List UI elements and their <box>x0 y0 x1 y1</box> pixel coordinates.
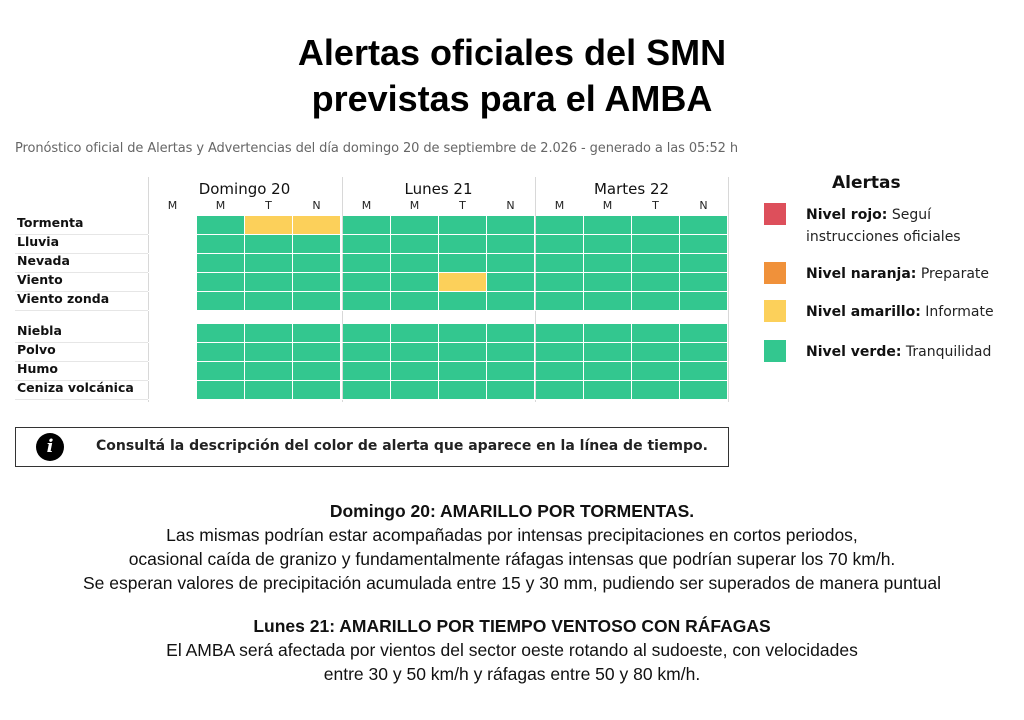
title-line-2: previstas para el AMBA <box>311 78 713 119</box>
description-line: Las mismas podrían estar acompañadas por intensas precipitaciones en cortos periodos, <box>166 525 858 545</box>
alert-cell-verde <box>197 292 244 310</box>
alert-cell-verde <box>245 292 292 310</box>
alert-cell-verde <box>584 235 631 253</box>
alert-cell-verde <box>536 362 583 380</box>
alert-cell-verde <box>584 362 631 380</box>
legend-item <box>764 262 1014 286</box>
legend-level-text: Seguí instrucciones oficiales <box>806 207 961 245</box>
alert-cell-verde <box>487 292 534 310</box>
row-label: Lluvia <box>17 234 60 249</box>
row-divider <box>15 310 148 311</box>
alert-cell-verde <box>197 273 244 291</box>
alert-cell-verde <box>632 362 679 380</box>
alert-cell-verde <box>487 343 534 361</box>
day-header: Lunes 21 <box>404 180 473 198</box>
period-label: M <box>602 199 613 212</box>
legend-item <box>764 203 1014 249</box>
alert-cell-verde <box>343 273 390 291</box>
alert-cell-verde <box>584 216 631 234</box>
legend-level-text: Preparate <box>920 266 990 282</box>
info-text: Consultá la descripción del color de alerta que aparece en la línea de tiempo. <box>96 438 708 454</box>
alert-cell-verde <box>584 254 631 272</box>
legend-level-name: Nivel naranja: <box>806 266 917 282</box>
alert-cell-verde <box>487 273 534 291</box>
alert-timeline-grid <box>15 177 730 402</box>
alert-cell-verde <box>293 292 340 310</box>
row-gap <box>148 342 728 343</box>
alert-cell-verde <box>680 273 727 291</box>
legend-swatch <box>764 300 786 322</box>
alert-cell-verde <box>439 292 486 310</box>
alert-cell-verde <box>245 324 292 342</box>
legend-level-name: Nivel rojo: <box>806 207 888 223</box>
alert-cell-verde <box>197 235 244 253</box>
alert-cell-verde <box>293 343 340 361</box>
row-gap <box>148 399 728 400</box>
alert-cell-verde <box>245 381 292 399</box>
alert-cell-verde <box>680 254 727 272</box>
alert-cell-verde <box>343 362 390 380</box>
legend-swatch <box>764 203 786 225</box>
alert-cell-verde <box>439 216 486 234</box>
day-header: Domingo 20 <box>198 180 291 198</box>
alert-cell-verde <box>197 216 244 234</box>
alert-cell-verde <box>343 235 390 253</box>
row-label: Niebla <box>17 323 62 338</box>
alert-cell-amarillo <box>293 216 340 234</box>
period-label: M <box>361 199 372 212</box>
info-icon: i <box>36 433 64 461</box>
alert-cell-amarillo <box>439 273 486 291</box>
legend-level-text: Informate <box>925 304 994 320</box>
alert-cell-verde <box>680 381 727 399</box>
alert-cell-verde <box>343 381 390 399</box>
alert-cell-verde <box>391 216 438 234</box>
alert-cell-verde <box>536 381 583 399</box>
alert-cell-verde <box>584 292 631 310</box>
alert-cell-verde <box>680 216 727 234</box>
legend-item <box>764 300 1014 324</box>
row-gap <box>148 272 728 273</box>
legend-text <box>806 263 989 285</box>
alert-cell-verde <box>391 381 438 399</box>
alert-cell-verde <box>487 381 534 399</box>
legend-level-text: Tranquilidad <box>905 344 992 360</box>
alert-cell-verde <box>536 235 583 253</box>
row-label: Humo <box>17 361 58 376</box>
row-gap <box>148 291 728 292</box>
legend-level-name: Nivel amarillo: <box>806 304 921 320</box>
alert-cell-verde <box>245 235 292 253</box>
alert-cell-verde <box>584 273 631 291</box>
page-title <box>0 30 1024 122</box>
alert-cell-verde <box>293 273 340 291</box>
alert-cell-verde <box>439 254 486 272</box>
alert-cell-verde <box>584 343 631 361</box>
day-header: Martes 22 <box>593 180 670 198</box>
legend-swatch <box>764 340 786 362</box>
alert-cell-verde <box>536 292 583 310</box>
alert-cell-verde <box>245 254 292 272</box>
alert-cell-verde <box>487 254 534 272</box>
description-heading: Lunes 21: AMARILLO POR TIEMPO VENTOSO CON RÁFAGAS <box>253 616 771 636</box>
row-label: Ceniza volcánica <box>17 380 134 395</box>
description-line: El AMBA será afectada por vientos del sector oeste rotando al sudoeste, con velocidades <box>166 640 858 660</box>
alert-cell-verde <box>391 235 438 253</box>
alert-cell-verde <box>197 254 244 272</box>
alert-cell-verde <box>391 362 438 380</box>
alert-cell-amarillo <box>245 216 292 234</box>
info-box <box>15 427 729 467</box>
alert-cell-verde <box>680 292 727 310</box>
row-gap <box>148 310 728 311</box>
alert-cell-verde <box>632 235 679 253</box>
alert-cell-verde <box>245 343 292 361</box>
alert-cell-verde <box>293 324 340 342</box>
period-label: M <box>554 199 565 212</box>
legend-text <box>806 204 986 248</box>
alert-cell-verde <box>536 216 583 234</box>
period-label: T <box>265 199 272 212</box>
alert-cell-verde <box>293 235 340 253</box>
alert-cell-verde <box>391 343 438 361</box>
row-label: Nevada <box>17 253 70 268</box>
alert-cell-verde <box>439 362 486 380</box>
legend-level-name: Nivel verde: <box>806 344 902 360</box>
alert-cell-verde <box>293 381 340 399</box>
alert-cell-verde <box>343 343 390 361</box>
alert-cell-verde <box>439 381 486 399</box>
row-gap <box>148 361 728 362</box>
description-line: Se esperan valores de precipitación acumulada entre 15 y 30 mm, pudiendo ser superados de manera puntual <box>82 573 942 593</box>
period-label: N <box>506 199 515 212</box>
forecast-subtitle: Pronóstico oficial de Alertas y Advertencias del día domingo 20 de septiembre de 2.026 - generado a las 05:52 h <box>15 141 739 156</box>
legend-title: Alertas <box>832 173 901 193</box>
alert-cell-verde <box>487 324 534 342</box>
day-separator <box>728 177 729 402</box>
alert-cell-verde <box>680 324 727 342</box>
alert-cell-verde <box>197 381 244 399</box>
alert-cell-verde <box>439 235 486 253</box>
row-gap <box>148 253 728 254</box>
alert-cell-verde <box>343 324 390 342</box>
description-lunes <box>0 614 1024 686</box>
alert-cell-verde <box>487 235 534 253</box>
legend-item <box>764 340 1014 364</box>
period-label: N <box>312 199 321 212</box>
alert-cell-verde <box>632 254 679 272</box>
alert-cell-verde <box>391 324 438 342</box>
description-line: ocasional caída de granizo y fundamentalmente ráfagas intensas que podrían superar los 70 km/h. <box>128 549 896 569</box>
alert-cell-verde <box>632 273 679 291</box>
alert-cell-verde <box>197 343 244 361</box>
alert-cell-verde <box>680 235 727 253</box>
period-label: M <box>409 199 420 212</box>
day-separator <box>148 177 149 402</box>
row-label: Viento zonda <box>17 291 110 306</box>
alert-cell-verde <box>245 362 292 380</box>
description-heading: Domingo 20: AMARILLO POR TORMENTAS. <box>329 501 695 521</box>
period-label: T <box>459 199 466 212</box>
legend-text <box>806 301 994 323</box>
alert-cell-verde <box>487 362 534 380</box>
alert-cell-verde <box>343 216 390 234</box>
period-label: N <box>699 199 708 212</box>
alert-cell-verde <box>391 273 438 291</box>
row-gap <box>148 380 728 381</box>
legend-text <box>806 341 991 363</box>
alert-cell-verde <box>293 254 340 272</box>
alert-cell-verde <box>343 254 390 272</box>
alert-cell-verde <box>680 362 727 380</box>
period-label: M <box>215 199 226 212</box>
alert-cell-verde <box>536 273 583 291</box>
alert-cell-verde <box>439 343 486 361</box>
alert-cell-verde <box>536 324 583 342</box>
alert-cell-verde <box>632 292 679 310</box>
alert-cell-verde <box>439 324 486 342</box>
legend-swatch <box>764 262 786 284</box>
alert-cell-verde <box>391 292 438 310</box>
alert-cell-verde <box>632 324 679 342</box>
alert-cell-verde <box>391 254 438 272</box>
alert-cell-verde <box>584 324 631 342</box>
row-gap <box>148 234 728 235</box>
row-label: Viento <box>17 272 63 287</box>
title-line-1: Alertas oficiales del SMN <box>297 32 727 73</box>
alert-cell-verde <box>680 343 727 361</box>
alert-cell-verde <box>632 381 679 399</box>
description-domingo <box>0 499 1024 595</box>
alert-cell-verde <box>536 343 583 361</box>
alert-cell-verde <box>632 343 679 361</box>
alert-cell-verde <box>197 324 244 342</box>
alert-cell-verde <box>536 254 583 272</box>
description-line: entre 30 y 50 km/h y ráfagas entre 50 y 80 km/h. <box>323 664 701 684</box>
row-label: Tormenta <box>17 215 84 230</box>
alert-cell-verde <box>293 362 340 380</box>
alert-cell-verde <box>487 216 534 234</box>
alert-cell-verde <box>245 273 292 291</box>
period-label: T <box>652 199 659 212</box>
period-label: M <box>167 199 178 212</box>
row-label: Polvo <box>17 342 56 357</box>
alert-cell-verde <box>632 216 679 234</box>
row-divider <box>15 399 148 400</box>
alert-cell-verde <box>584 381 631 399</box>
alert-cell-verde <box>343 292 390 310</box>
alert-cell-verde <box>197 362 244 380</box>
